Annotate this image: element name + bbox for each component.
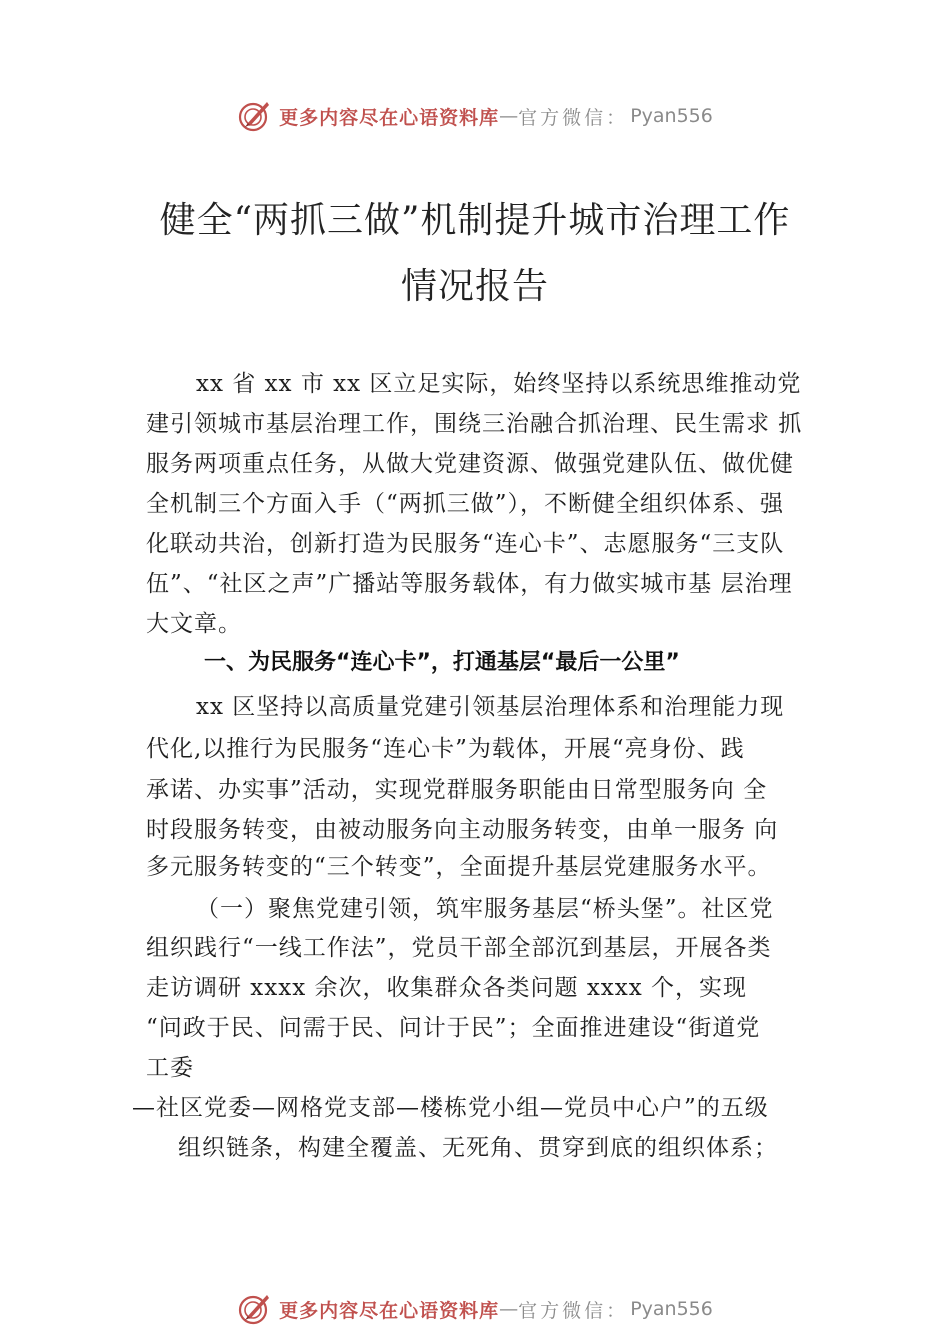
watermark-wechat-label: 官方微信： [518,1299,629,1322]
intro-line: 伍”、“社区之声”广播站等服务载体，有力做实城市基 层治理 [146,571,793,597]
watermark-banner-bottom [0,1287,950,1331]
subsection-line: （一）聚焦党建引领，筑牢服务基层“桥头堡”。社区党 [196,896,774,922]
document-title-line1: 健全“两抓三做”机制提升城市治理工作 [159,200,791,241]
watermark-brand: 更多内容尽在心语资料库 [279,106,500,129]
intro-line: 服务两项重点任务，从做大党建资源、做强党建队伍、做优健 [146,451,794,477]
watermark-brand: 更多内容尽在心语资料库 [279,1299,500,1322]
subsection-line: 组织链条，构建全覆盖、无死角、贯穿到底的组织体系； [178,1135,778,1161]
section-line: 时段服务转变，由被动服务向主动服务转变，由单一服务 向 [146,817,779,843]
watermark-wechat-id: Pyan556 [630,105,713,127]
watermark-separator: — [499,1298,519,1320]
subsection-line: —社区党委—网格党支部—楼栋党小组—党员中心户”的五级 [132,1095,769,1121]
quill-seal-icon [237,98,273,134]
subsection-line: 组织践行“一线工作法”，党员干部全部沉到基层，开展各类 [146,935,772,961]
intro-line: 全机制三个方面入手（“两抓三做”），不断健全组织体系、强 [146,491,785,517]
section-line: 多元服务转变的“三个转变”，全面提升基层党建服务水平。 [146,854,772,880]
subsection-line: “问政于民、问需于民、问计于民”；全面推进建设“街道党 [146,1015,761,1041]
section-heading: 一、为民服务“连心卡”，打通基层“最后一公里” [204,650,680,675]
section-line: xx 区坚持以高质量党建引领基层治理体系和治理能力现 [196,694,785,720]
intro-line: xx 省 xx 市 xx 区立足实际，始终坚持以系统思维推动党 [196,371,802,397]
subsection-line: 工委 [146,1055,194,1081]
quill-seal-icon [237,1291,273,1327]
document-title-line2: 情况报告 [400,266,549,307]
subsection-line: 走访调研 xxxx 余次，收集群众各类问题 xxxx 个，实现 [146,975,748,1001]
watermark-wechat-label: 官方微信： [518,106,629,129]
intro-line: 化联动共治，创新打造为民服务“连心卡”、志愿服务“三支队 [146,531,785,557]
section-line: 承诺、办实事”活动，实现党群服务职能由日常型服务向 全 [146,777,768,803]
section-line: 代化,以推行为民服务“连心卡”为载体，开展“亮身份、践 [146,736,745,762]
intro-line: 大文章。 [146,611,242,637]
watermark-banner-top [0,94,950,138]
watermark-separator: — [499,105,519,127]
intro-line: 建引领城市基层治理工作，围绕三治融合抓治理、民生需求 抓 [146,411,803,437]
watermark-wechat-id: Pyan556 [630,1298,713,1320]
